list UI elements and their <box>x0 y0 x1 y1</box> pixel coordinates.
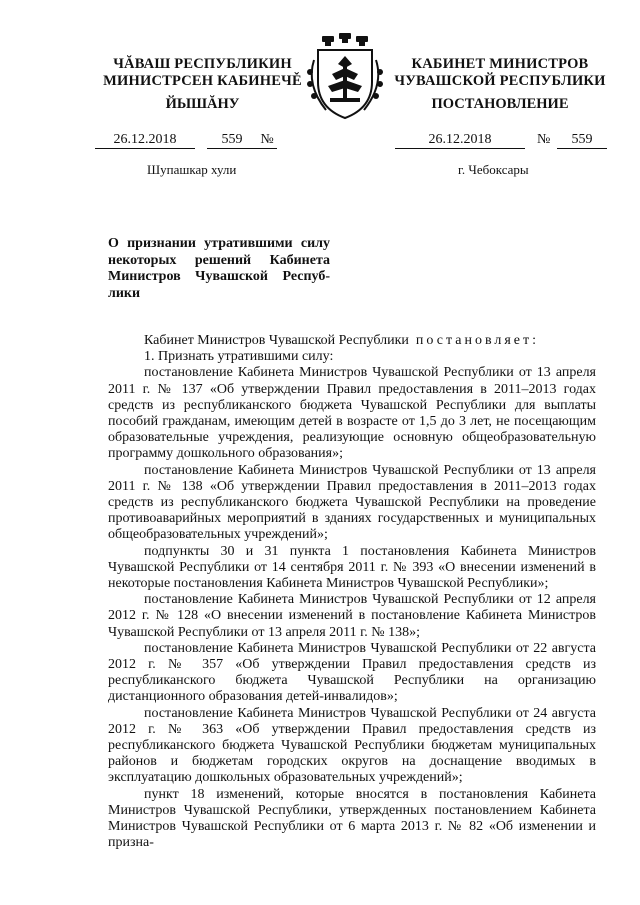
registration-left <box>95 132 277 148</box>
chuvash-emblem-icon <box>300 30 390 122</box>
body-paragraph: пункт 18 изменений, которые вносятся в постановления Кабинета Министров Чувашской Республики, утвержденных постановлением Кабинета Министров Чувашской Республики от 6 марта 2013 г. № 82 «Об изменении и призна- <box>108 786 596 851</box>
document-body <box>108 333 596 852</box>
body-paragraph: постановление Кабинета Министров Чувашской Республики от 13 апреля 2011 г. № 138 «Об утверждении Правил предоставления в 2011–2013 годах средств из республиканского бюджета Чувашской Республики на проведение противоаварийных мероприятий в зданиях государственных и муниципальных общеобразовательных учреждений»; <box>108 462 596 543</box>
left-number: 559 <box>207 133 257 149</box>
body-paragraph: постановление Кабинета Министров Чувашской Республики от 12 апреля 2012 г. № 128 «О внесении изменений в постановление Кабинета Министров Чувашской Республики от 13 апреля 2011 г. № 138»; <box>108 592 596 640</box>
left-date: 26.12.2018 <box>95 133 195 149</box>
header-left <box>95 56 310 90</box>
header-right-line1: КАБИНЕТ МИНИСТРОВ <box>411 56 589 72</box>
right-no-sign: № <box>537 132 551 147</box>
header-left-line1: ЧĂВАШ РЕСПУБЛИКИН <box>113 56 292 72</box>
intro-paragraph <box>108 333 596 349</box>
body-paragraph: подпункты 30 и 31 пункта 1 постановления Кабинета Министров Чувашской Республики от 14 сентября 2011 г. № 393 «О внесении изменений в некоторые постановления Кабинета Министров Чувашской Республики»; <box>108 543 596 592</box>
item-1: 1. Признать утратившими силу: <box>144 349 334 365</box>
body-paragraph: постановление Кабинета Министров Чувашской Республики от 22 августа 2012 г. № 357 «Об утверждении Правил предоставления средств из республиканского бюджета Чувашской Республики на организацию дистанционного образования детей-инвалидов»; <box>108 640 596 705</box>
right-number: 559 <box>557 133 607 149</box>
registration-right <box>395 132 607 148</box>
left-no-sign: № <box>257 133 277 149</box>
doc-kind-right: ПОСТАНОВЛЕНИЕ <box>431 96 569 112</box>
place-left: Шупашкар хули <box>147 162 237 177</box>
body-paragraph: постановление Кабинета Министров Чувашской Республики от 13 апреля 2011 г. № 137 «Об утверждении Правил предоставления в 2011–2013 годах средств из республиканского бюджета Чувашской Республики для выплаты пособий гражданам, имеющим детей в возрасте от 1,5 до 3 лет, не посещающим образовательные учреждения, реализующие основную общеобразовательную программу дошкольного образования»; <box>108 365 596 462</box>
header-left-line2: МИНИСТРСЕН КАБИНЕЧĚ <box>103 73 302 89</box>
header-right <box>390 56 610 90</box>
header-right-line2: ЧУВАШСКОЙ РЕСПУБЛИКИ <box>394 73 606 89</box>
doc-kind-left: ЙЫШĂНУ <box>165 96 240 112</box>
document-title: О признании утратившими силу некоторых решений Кабинета Министров Чувашской Респуб-лики <box>108 236 330 301</box>
intro-verb: постановляет: <box>415 333 540 348</box>
right-date: 26.12.2018 <box>395 133 525 149</box>
body-paragraph: постановление Кабинета Министров Чувашской Республики от 24 августа 2012 г. № 363 «Об утверждении Правил предоставления средств из республиканского бюджета Чувашской Республики бюджетам муниципальных районов и бюджетам городских округов на доснащение вводимых в эксплуатацию дошкольных образовательных учреждений»; <box>108 705 596 786</box>
intro-text: Кабинет Министров Чувашской Республики <box>144 333 409 348</box>
place-right: г. Чебоксары <box>458 162 529 177</box>
